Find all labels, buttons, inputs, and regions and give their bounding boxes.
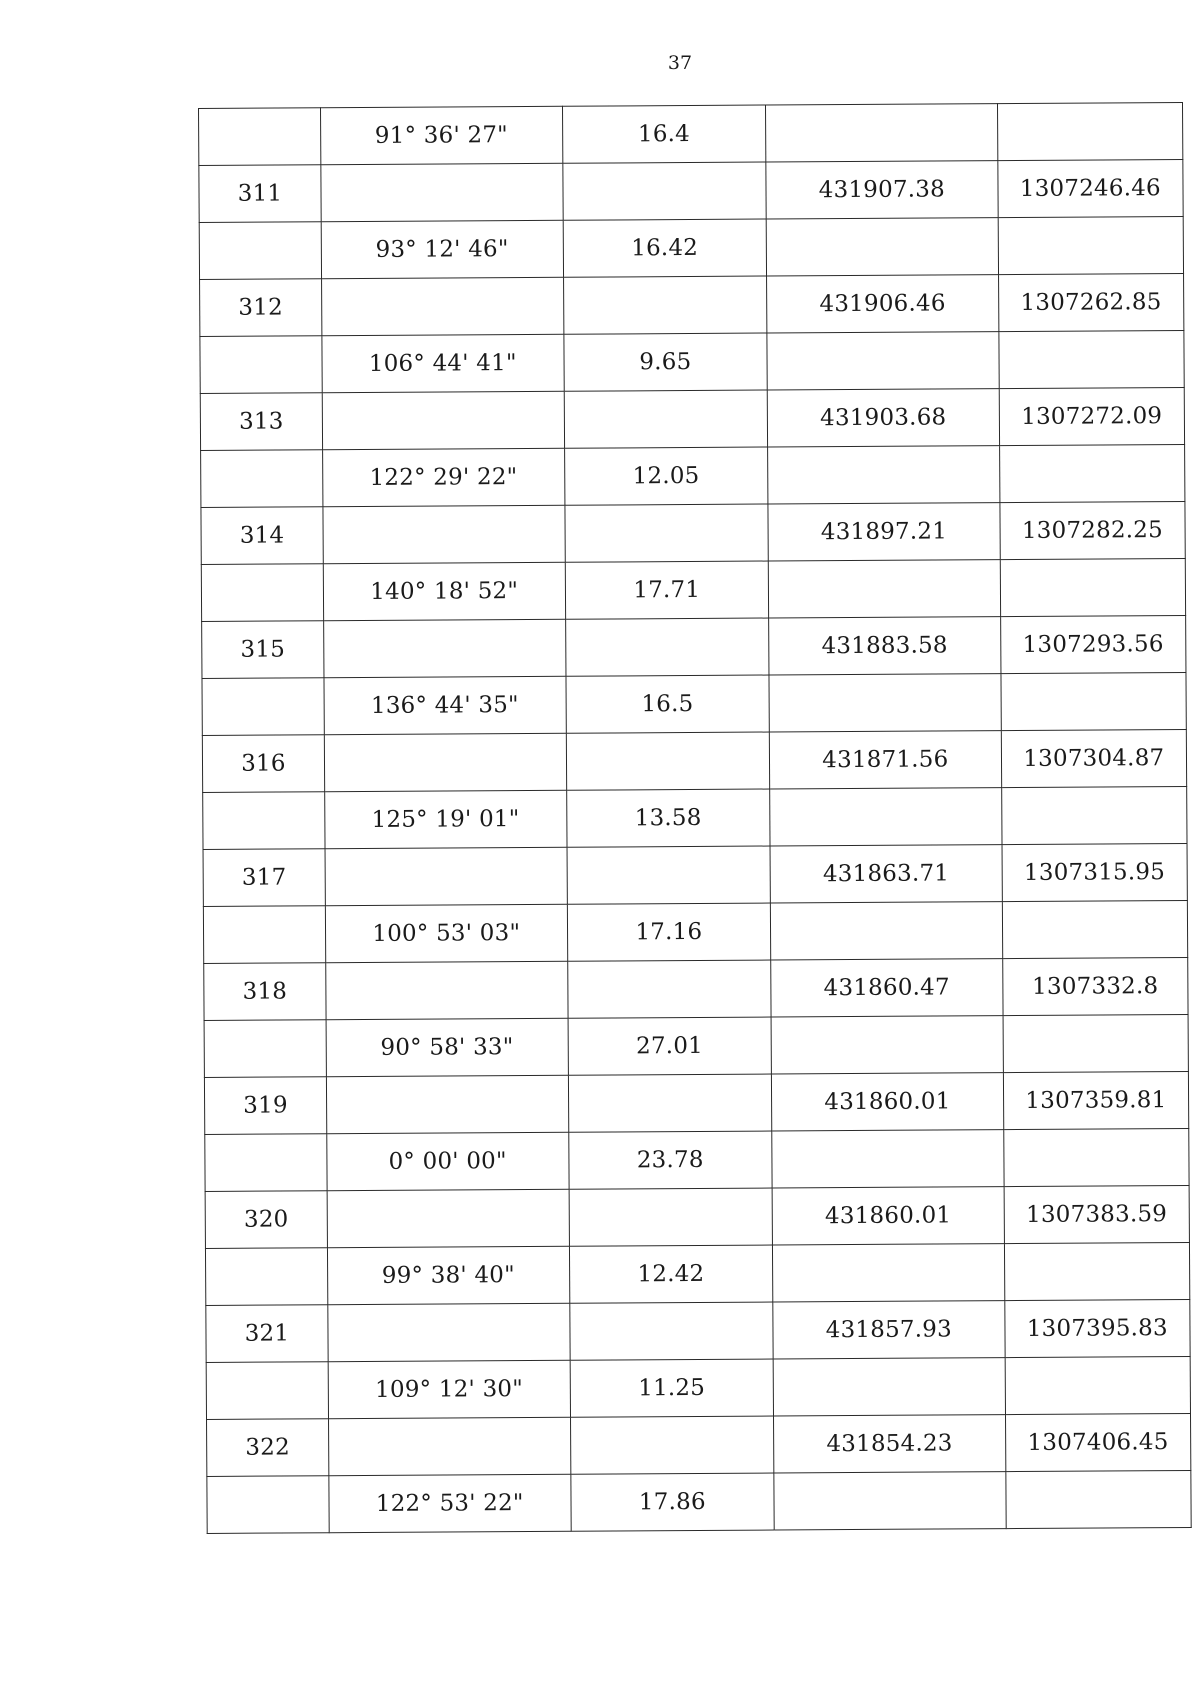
angle-cell: 106° 44' 41" (322, 334, 564, 392)
x-coordinate-cell: 431883.58 (769, 617, 1001, 675)
angle-cell (324, 733, 566, 791)
point-cell (201, 564, 323, 622)
x-coordinate-cell (766, 104, 998, 162)
distance-cell: 12.42 (569, 1245, 773, 1303)
point-cell: 318 (204, 963, 326, 1021)
angle-cell: 90° 58' 33" (326, 1018, 568, 1076)
point-cell: 312 (200, 279, 322, 337)
x-coordinate-cell: 431907.38 (766, 161, 998, 219)
point-cell (203, 792, 325, 850)
distance-cell (568, 1074, 772, 1132)
point-cell: 311 (199, 165, 321, 223)
point-cell (204, 1020, 326, 1078)
point-cell: 319 (204, 1077, 326, 1135)
angle-cell: 0° 00' 00" (327, 1132, 569, 1190)
angle-cell (323, 619, 565, 677)
y-coordinate-cell: 1307272.09 (999, 387, 1185, 445)
point-cell: 321 (206, 1305, 328, 1363)
point-cell (201, 450, 323, 508)
distance-cell: 16.5 (566, 675, 770, 733)
x-coordinate-cell: 431857.93 (773, 1301, 1005, 1359)
x-coordinate-cell (766, 218, 998, 276)
table-body (199, 102, 1192, 1533)
distance-cell: 12.05 (564, 447, 768, 505)
y-coordinate-cell: 1307406.45 (1005, 1413, 1191, 1471)
point-cell: 320 (205, 1191, 327, 1249)
table-row (205, 1242, 1189, 1305)
y-coordinate-cell: 1307246.46 (997, 159, 1183, 217)
y-coordinate-cell (999, 444, 1185, 502)
table-row (200, 387, 1184, 450)
distance-cell (567, 846, 771, 904)
distance-cell (570, 1416, 774, 1474)
y-coordinate-cell (999, 330, 1185, 388)
y-coordinate-cell: 1307315.95 (1002, 843, 1188, 901)
table-row (203, 786, 1187, 849)
angle-cell (327, 1189, 569, 1247)
angle-cell (321, 277, 563, 335)
angle-cell (326, 961, 568, 1019)
distance-cell (569, 1188, 773, 1246)
x-coordinate-cell: 431903.68 (767, 389, 999, 447)
x-coordinate-cell (769, 674, 1001, 732)
table-row (207, 1413, 1191, 1476)
angle-cell (325, 847, 567, 905)
distance-cell: 11.25 (570, 1359, 774, 1417)
point-cell: 322 (207, 1419, 329, 1477)
table-row (200, 330, 1184, 393)
angle-cell: 93° 12' 46" (321, 220, 563, 278)
table-row (201, 501, 1185, 564)
x-coordinate-cell: 431871.56 (769, 731, 1001, 789)
table-row (207, 1470, 1191, 1533)
point-cell (206, 1362, 328, 1420)
x-coordinate-cell (768, 560, 1000, 618)
distance-cell (564, 390, 768, 448)
angle-cell: 122° 53' 22" (329, 1474, 571, 1532)
angle-cell: 99° 38' 40" (327, 1246, 569, 1304)
point-cell: 315 (202, 621, 324, 679)
y-coordinate-cell: 1307293.56 (1000, 615, 1186, 673)
x-coordinate-cell (772, 1130, 1004, 1188)
angle-cell: 91° 36' 27" (320, 106, 562, 164)
distance-cell (563, 276, 767, 334)
angle-cell: 100° 53' 03" (325, 904, 567, 962)
y-coordinate-cell: 1307262.85 (998, 273, 1184, 331)
y-coordinate-cell (1001, 672, 1187, 730)
angle-cell: 136° 44' 35" (324, 676, 566, 734)
x-coordinate-cell (770, 788, 1002, 846)
distance-cell: 9.65 (563, 333, 767, 391)
angle-cell (326, 1075, 568, 1133)
distance-cell: 27.01 (568, 1017, 772, 1075)
table-row (199, 102, 1183, 165)
distance-cell (567, 960, 771, 1018)
y-coordinate-cell: 1307395.83 (1004, 1299, 1190, 1357)
survey-coordinates-table (198, 102, 1192, 1534)
y-coordinate-cell: 1307282.25 (1000, 501, 1186, 559)
point-cell (199, 108, 321, 166)
table-row (202, 729, 1186, 792)
table-row (202, 672, 1186, 735)
point-cell: 313 (200, 393, 322, 451)
y-coordinate-cell (1001, 786, 1187, 844)
x-coordinate-cell (771, 1016, 1003, 1074)
point-cell: 314 (201, 507, 323, 565)
y-coordinate-cell (1003, 1014, 1189, 1072)
x-coordinate-cell: 431863.71 (770, 845, 1002, 903)
y-coordinate-cell (1006, 1470, 1192, 1528)
y-coordinate-cell: 1307332.8 (1002, 957, 1188, 1015)
table-row (201, 558, 1185, 621)
y-coordinate-cell: 1307304.87 (1001, 729, 1187, 787)
distance-cell: 17.16 (567, 903, 771, 961)
angle-cell: 125° 19' 01" (325, 790, 567, 848)
y-coordinate-cell: 1307359.81 (1003, 1071, 1189, 1129)
x-coordinate-cell (772, 1244, 1004, 1302)
x-coordinate-cell: 431860.47 (771, 959, 1003, 1017)
table-row (205, 1128, 1189, 1191)
distance-cell: 16.4 (562, 105, 766, 163)
angle-cell: 122° 29' 22" (322, 448, 564, 506)
table-row (204, 957, 1188, 1020)
distance-cell: 17.71 (565, 561, 769, 619)
y-coordinate-cell (1004, 1242, 1190, 1300)
point-cell (203, 906, 325, 964)
distance-cell: 23.78 (568, 1131, 772, 1189)
x-coordinate-cell (767, 332, 999, 390)
y-coordinate-cell (998, 216, 1184, 274)
distance-cell (565, 504, 769, 562)
point-cell (207, 1476, 329, 1534)
table-row (203, 843, 1187, 906)
x-coordinate-cell (774, 1472, 1006, 1530)
table-row (200, 273, 1184, 336)
x-coordinate-cell (773, 1358, 1005, 1416)
table-row (202, 615, 1186, 678)
angle-cell (321, 163, 563, 221)
point-cell (200, 336, 322, 394)
distance-cell (566, 732, 770, 790)
y-coordinate-cell (1002, 900, 1188, 958)
angle-cell (323, 505, 565, 563)
x-coordinate-cell (768, 446, 1000, 504)
table-row (206, 1299, 1190, 1362)
x-coordinate-cell: 431897.21 (768, 503, 1000, 561)
table-row (204, 1014, 1188, 1077)
x-coordinate-cell: 431860.01 (772, 1187, 1004, 1245)
angle-cell: 109° 12' 30" (328, 1360, 570, 1418)
table-row (204, 1071, 1188, 1134)
table-row (206, 1356, 1190, 1419)
table-row (201, 444, 1185, 507)
x-coordinate-cell: 431860.01 (771, 1073, 1003, 1131)
y-coordinate-cell (1003, 1128, 1189, 1186)
x-coordinate-cell: 431854.23 (774, 1415, 1006, 1473)
distance-cell (562, 162, 766, 220)
distance-cell: 16.42 (563, 219, 767, 277)
y-coordinate-cell (1005, 1356, 1191, 1414)
point-cell (205, 1248, 327, 1306)
point-cell (199, 222, 321, 280)
distance-cell: 13.58 (566, 789, 770, 847)
angle-cell (322, 391, 564, 449)
x-coordinate-cell: 431906.46 (767, 275, 999, 333)
point-cell: 316 (202, 735, 324, 793)
table-row (205, 1185, 1189, 1248)
distance-cell (565, 618, 769, 676)
angle-cell: 140° 18' 52" (323, 562, 565, 620)
distance-cell (569, 1302, 773, 1360)
angle-cell (328, 1303, 570, 1361)
table-row (203, 900, 1187, 963)
point-cell: 317 (203, 849, 325, 907)
y-coordinate-cell (1000, 558, 1186, 616)
table-row (199, 216, 1183, 279)
x-coordinate-cell (770, 902, 1002, 960)
point-cell (202, 678, 324, 736)
page-number: 37 (667, 52, 693, 74)
y-coordinate-cell (997, 102, 1183, 160)
y-coordinate-cell: 1307383.59 (1004, 1185, 1190, 1243)
angle-cell (328, 1417, 570, 1475)
point-cell (205, 1134, 327, 1192)
distance-cell: 17.86 (570, 1473, 774, 1531)
table-row (199, 159, 1183, 222)
